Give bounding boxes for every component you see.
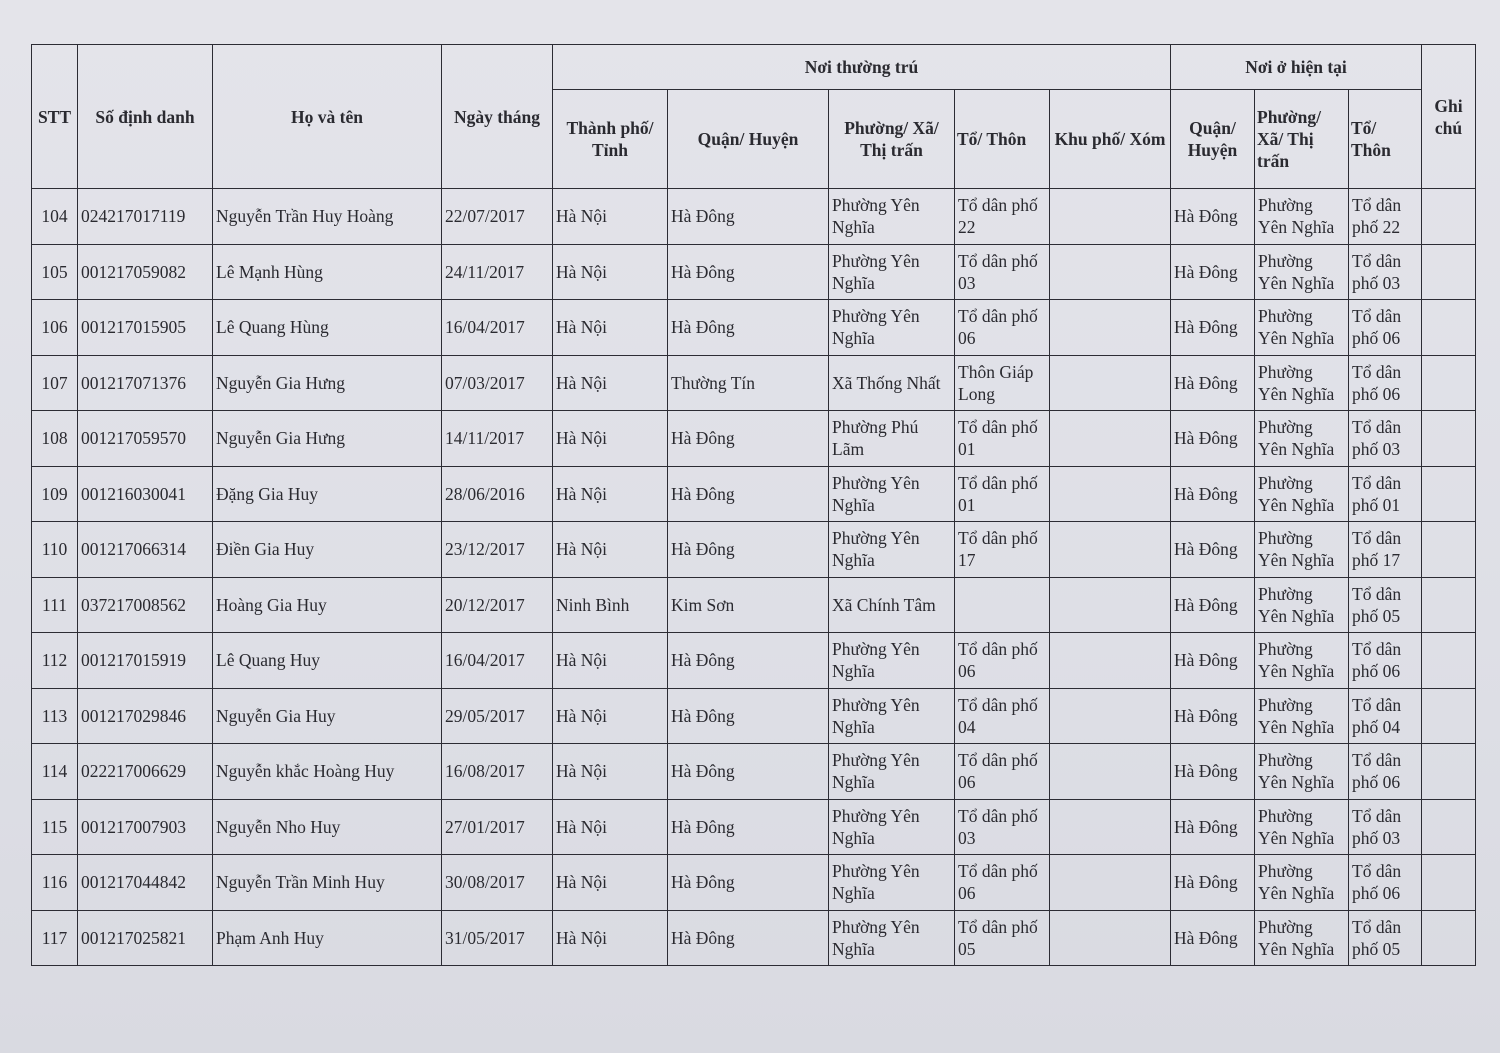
cell-city: Hà Nội	[553, 744, 668, 800]
cell-note	[1422, 300, 1476, 356]
cell-current-district: Hà Đông	[1171, 300, 1255, 356]
cell-id: 001217025821	[78, 910, 213, 966]
cell-id: 022217006629	[78, 744, 213, 800]
cell-quarter	[1050, 189, 1171, 245]
cell-id: 037217008562	[78, 577, 213, 633]
cell-city: Hà Nội	[553, 522, 668, 578]
cell-ward: Phường Yên Nghĩa	[829, 466, 955, 522]
cell-current-to: Tổ dân phố 06	[1349, 355, 1422, 411]
cell-note	[1422, 577, 1476, 633]
cell-name: Nguyễn khắc Hoàng Huy	[213, 744, 442, 800]
cell-quarter	[1050, 633, 1171, 689]
cell-to: Tổ dân phố 01	[955, 466, 1050, 522]
cell-name: Lê Quang Huy	[213, 633, 442, 689]
cell-current-district: Hà Đông	[1171, 189, 1255, 245]
table-header	[32, 45, 1476, 189]
cell-dob: 27/01/2017	[442, 799, 553, 855]
cell-current-to: Tổ dân phố 06	[1349, 855, 1422, 911]
cell-current-ward: Phường Yên Nghĩa	[1255, 577, 1349, 633]
cell-current-to: Tổ dân phố 17	[1349, 522, 1422, 578]
cell-to: Tổ dân phố 06	[955, 633, 1050, 689]
cell-id: 001217044842	[78, 855, 213, 911]
cell-current-ward: Phường Yên Nghĩa	[1255, 411, 1349, 467]
cell-id: 001217059082	[78, 244, 213, 300]
cell-district: Hà Đông	[668, 466, 829, 522]
cell-to	[955, 577, 1050, 633]
cell-dob: 20/12/2017	[442, 577, 553, 633]
cell-ward: Phường Yên Nghĩa	[829, 300, 955, 356]
cell-name: Nguyễn Nho Huy	[213, 799, 442, 855]
cell-dob: 30/08/2017	[442, 855, 553, 911]
table-row	[32, 855, 1476, 911]
cell-current-district: Hà Đông	[1171, 910, 1255, 966]
cell-stt: 104	[32, 189, 78, 245]
cell-ward: Phường Yên Nghĩa	[829, 522, 955, 578]
cell-quarter	[1050, 688, 1171, 744]
cell-city: Hà Nội	[553, 300, 668, 356]
cell-current-ward: Phường Yên Nghĩa	[1255, 244, 1349, 300]
cell-quarter	[1050, 910, 1171, 966]
cell-current-district: Hà Đông	[1171, 411, 1255, 467]
cell-current-ward: Phường Yên Nghĩa	[1255, 744, 1349, 800]
cell-stt: 107	[32, 355, 78, 411]
cell-id: 001217015919	[78, 633, 213, 689]
cell-current-to: Tổ dân phố 06	[1349, 300, 1422, 356]
cell-quarter	[1050, 744, 1171, 800]
cell-current-district: Hà Đông	[1171, 633, 1255, 689]
cell-id: 001217007903	[78, 799, 213, 855]
cell-dob: 22/07/2017	[442, 189, 553, 245]
cell-name: Nguyễn Trần Minh Huy	[213, 855, 442, 911]
cell-quarter	[1050, 411, 1171, 467]
cell-current-to: Tổ dân phố 06	[1349, 633, 1422, 689]
cell-district: Hà Đông	[668, 744, 829, 800]
cell-name: Nguyễn Trần Huy Hoàng	[213, 189, 442, 245]
cell-to: Tổ dân phố 22	[955, 189, 1050, 245]
cell-note	[1422, 466, 1476, 522]
cell-ward: Phường Yên Nghĩa	[829, 189, 955, 245]
cell-quarter	[1050, 466, 1171, 522]
cell-city: Hà Nội	[553, 855, 668, 911]
cell-id: 024217017119	[78, 189, 213, 245]
cell-to: Thôn Giáp Long	[955, 355, 1050, 411]
cell-stt: 105	[32, 244, 78, 300]
cell-id: 001216030041	[78, 466, 213, 522]
cell-current-ward: Phường Yên Nghĩa	[1255, 910, 1349, 966]
cell-ward: Phường Yên Nghĩa	[829, 744, 955, 800]
cell-note	[1422, 744, 1476, 800]
cell-current-ward: Phường Yên Nghĩa	[1255, 633, 1349, 689]
header-current-district: Quận/ Huyện	[1171, 90, 1255, 189]
cell-stt: 116	[32, 855, 78, 911]
cell-stt: 108	[32, 411, 78, 467]
cell-note	[1422, 189, 1476, 245]
cell-dob: 16/04/2017	[442, 633, 553, 689]
cell-ward: Phường Yên Nghĩa	[829, 244, 955, 300]
cell-dob: 31/05/2017	[442, 910, 553, 966]
cell-stt: 114	[32, 744, 78, 800]
table-row	[32, 688, 1476, 744]
header-current-to: Tổ/ Thôn	[1349, 90, 1422, 189]
cell-dob: 16/08/2017	[442, 744, 553, 800]
cell-current-ward: Phường Yên Nghĩa	[1255, 466, 1349, 522]
cell-name: Phạm Anh Huy	[213, 910, 442, 966]
table-row	[32, 910, 1476, 966]
cell-current-district: Hà Đông	[1171, 466, 1255, 522]
cell-city: Hà Nội	[553, 189, 668, 245]
cell-to: Tổ dân phố 03	[955, 799, 1050, 855]
cell-id: 001217071376	[78, 355, 213, 411]
cell-city: Hà Nội	[553, 910, 668, 966]
cell-current-district: Hà Đông	[1171, 688, 1255, 744]
cell-dob: 29/05/2017	[442, 688, 553, 744]
cell-note	[1422, 244, 1476, 300]
cell-current-to: Tổ dân phố 04	[1349, 688, 1422, 744]
header-permanent-residence: Nơi thường trú	[553, 45, 1171, 90]
cell-current-district: Hà Đông	[1171, 244, 1255, 300]
cell-note	[1422, 688, 1476, 744]
cell-quarter	[1050, 855, 1171, 911]
cell-district: Hà Đông	[668, 688, 829, 744]
header-id: Số định danh	[78, 45, 213, 189]
header-stt: STT	[32, 45, 78, 189]
cell-stt: 117	[32, 910, 78, 966]
cell-district: Hà Đông	[668, 189, 829, 245]
cell-to: Tổ dân phố 01	[955, 411, 1050, 467]
cell-quarter	[1050, 799, 1171, 855]
cell-ward: Phường Phú Lãm	[829, 411, 955, 467]
cell-quarter	[1050, 244, 1171, 300]
cell-name: Nguyễn Gia Huy	[213, 688, 442, 744]
header-permanent-to: Tổ/ Thôn	[955, 90, 1050, 189]
cell-to: Tổ dân phố 06	[955, 855, 1050, 911]
cell-quarter	[1050, 355, 1171, 411]
table-row	[32, 799, 1476, 855]
table-row	[32, 522, 1476, 578]
cell-dob: 23/12/2017	[442, 522, 553, 578]
cell-name: Nguyễn Gia Hưng	[213, 355, 442, 411]
cell-current-district: Hà Đông	[1171, 522, 1255, 578]
cell-quarter	[1050, 522, 1171, 578]
cell-to: Tổ dân phố 06	[955, 744, 1050, 800]
cell-current-to: Tổ dân phố 05	[1349, 910, 1422, 966]
cell-note	[1422, 910, 1476, 966]
cell-dob: 07/03/2017	[442, 355, 553, 411]
cell-name: Lê Quang Hùng	[213, 300, 442, 356]
cell-note	[1422, 633, 1476, 689]
cell-city: Hà Nội	[553, 411, 668, 467]
cell-current-to: Tổ dân phố 03	[1349, 799, 1422, 855]
cell-dob: 28/06/2016	[442, 466, 553, 522]
header-dob: Ngày tháng	[442, 45, 553, 189]
cell-name: Điền Gia Huy	[213, 522, 442, 578]
cell-to: Tổ dân phố 03	[955, 244, 1050, 300]
cell-district: Hà Đông	[668, 799, 829, 855]
cell-id: 001217015905	[78, 300, 213, 356]
cell-note	[1422, 855, 1476, 911]
cell-dob: 24/11/2017	[442, 244, 553, 300]
cell-ward: Xã Chính Tâm	[829, 577, 955, 633]
cell-ward: Phường Yên Nghĩa	[829, 633, 955, 689]
header-current-ward: Phường/ Xã/ Thị trấn	[1255, 90, 1349, 189]
cell-current-ward: Phường Yên Nghĩa	[1255, 300, 1349, 356]
cell-current-ward: Phường Yên Nghĩa	[1255, 688, 1349, 744]
cell-district: Hà Đông	[668, 910, 829, 966]
table-row	[32, 466, 1476, 522]
cell-current-district: Hà Đông	[1171, 799, 1255, 855]
cell-note	[1422, 799, 1476, 855]
cell-district: Hà Đông	[668, 633, 829, 689]
table-row	[32, 744, 1476, 800]
cell-stt: 106	[32, 300, 78, 356]
cell-id: 001217059570	[78, 411, 213, 467]
table-row	[32, 355, 1476, 411]
cell-to: Tổ dân phố 04	[955, 688, 1050, 744]
cell-district: Hà Đông	[668, 855, 829, 911]
cell-current-to: Tổ dân phố 03	[1349, 244, 1422, 300]
cell-current-to: Tổ dân phố 22	[1349, 189, 1422, 245]
cell-city: Hà Nội	[553, 633, 668, 689]
cell-current-ward: Phường Yên Nghĩa	[1255, 522, 1349, 578]
cell-stt: 109	[32, 466, 78, 522]
cell-city: Hà Nội	[553, 244, 668, 300]
cell-name: Đặng Gia Huy	[213, 466, 442, 522]
header-current-residence: Nơi ở hiện tại	[1171, 45, 1422, 90]
header-permanent-city: Thành phố/ Tỉnh	[553, 90, 668, 189]
cell-ward: Phường Yên Nghĩa	[829, 799, 955, 855]
cell-city: Hà Nội	[553, 799, 668, 855]
header-name: Họ và tên	[213, 45, 442, 189]
cell-current-to: Tổ dân phố 05	[1349, 577, 1422, 633]
cell-district: Hà Đông	[668, 411, 829, 467]
cell-current-ward: Phường Yên Nghĩa	[1255, 355, 1349, 411]
cell-dob: 14/11/2017	[442, 411, 553, 467]
cell-to: Tổ dân phố 17	[955, 522, 1050, 578]
cell-district: Kim Sơn	[668, 577, 829, 633]
header-permanent-district: Quận/ Huyện	[668, 90, 829, 189]
cell-ward: Phường Yên Nghĩa	[829, 688, 955, 744]
cell-current-to: Tổ dân phố 03	[1349, 411, 1422, 467]
cell-current-district: Hà Đông	[1171, 744, 1255, 800]
cell-name: Lê Mạnh Hùng	[213, 244, 442, 300]
cell-current-to: Tổ dân phố 06	[1349, 744, 1422, 800]
table-body	[32, 189, 1476, 966]
cell-id: 001217029846	[78, 688, 213, 744]
cell-district: Hà Đông	[668, 300, 829, 356]
cell-ward: Phường Yên Nghĩa	[829, 855, 955, 911]
cell-stt: 110	[32, 522, 78, 578]
residents-table	[31, 44, 1476, 966]
cell-current-ward: Phường Yên Nghĩa	[1255, 855, 1349, 911]
cell-ward: Xã Thống Nhất	[829, 355, 955, 411]
cell-stt: 113	[32, 688, 78, 744]
cell-ward: Phường Yên Nghĩa	[829, 910, 955, 966]
cell-quarter	[1050, 577, 1171, 633]
cell-name: Nguyễn Gia Hưng	[213, 411, 442, 467]
cell-name: Hoàng Gia Huy	[213, 577, 442, 633]
cell-to: Tổ dân phố 05	[955, 910, 1050, 966]
header-permanent-ward: Phường/ Xã/ Thị trấn	[829, 90, 955, 189]
cell-stt: 115	[32, 799, 78, 855]
cell-district: Thường Tín	[668, 355, 829, 411]
cell-dob: 16/04/2017	[442, 300, 553, 356]
table-row	[32, 300, 1476, 356]
cell-note	[1422, 411, 1476, 467]
cell-current-ward: Phường Yên Nghĩa	[1255, 189, 1349, 245]
cell-current-district: Hà Đông	[1171, 855, 1255, 911]
cell-current-district: Hà Đông	[1171, 577, 1255, 633]
cell-city: Hà Nội	[553, 466, 668, 522]
cell-quarter	[1050, 300, 1171, 356]
table-row	[32, 244, 1476, 300]
cell-id: 001217066314	[78, 522, 213, 578]
header-note: Ghi chú	[1422, 45, 1476, 189]
cell-city: Hà Nội	[553, 355, 668, 411]
table-row	[32, 633, 1476, 689]
cell-note	[1422, 355, 1476, 411]
cell-stt: 111	[32, 577, 78, 633]
table-row	[32, 411, 1476, 467]
cell-to: Tổ dân phố 06	[955, 300, 1050, 356]
table-row	[32, 577, 1476, 633]
cell-stt: 112	[32, 633, 78, 689]
cell-current-to: Tổ dân phố 01	[1349, 466, 1422, 522]
cell-district: Hà Đông	[668, 244, 829, 300]
cell-note	[1422, 522, 1476, 578]
cell-city: Hà Nội	[553, 688, 668, 744]
cell-current-ward: Phường Yên Nghĩa	[1255, 799, 1349, 855]
cell-district: Hà Đông	[668, 522, 829, 578]
table-row	[32, 189, 1476, 245]
header-permanent-quarter: Khu phố/ Xóm	[1050, 90, 1171, 189]
cell-city: Ninh Bình	[553, 577, 668, 633]
cell-current-district: Hà Đông	[1171, 355, 1255, 411]
